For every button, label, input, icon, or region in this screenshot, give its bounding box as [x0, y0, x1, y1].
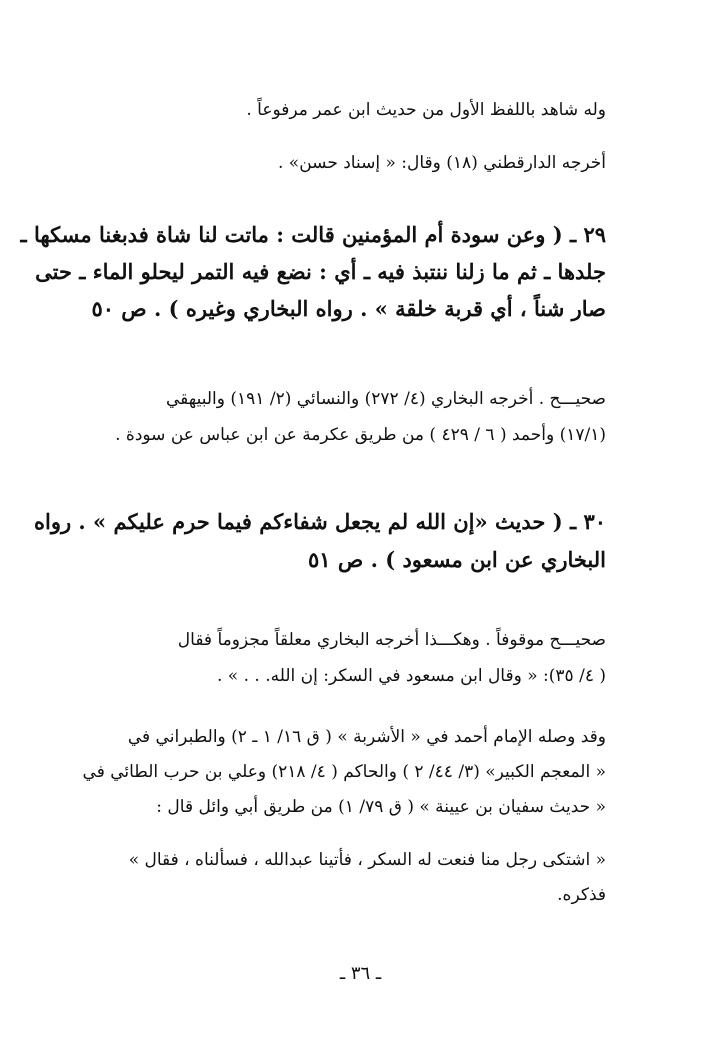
hadith-line: جلدها ـ ثم ما زلنا ننتبذ فيه ـ أي : نضع فيه التمر ليحلو الماء ـ حتى: [35, 259, 606, 284]
text-line: أخرجه الدارقطني (١٨) وقال: « إسناد حسن» .: [278, 153, 606, 173]
hadith-line: ٢٩ ـ ( وعن سودة أم المؤمنين قالت : ماتت لنا شاة فدبغنا مسكها ـ: [20, 222, 606, 247]
text-line: وله شاهد باللفظ الأول من حديث ابن عمر مرفوعاً .: [246, 100, 606, 120]
text-line: (١٧/١) وأحمد ( ٦ / ٤٢٩ ) من طريق عكرمة عن ابن عباس عن سودة .: [115, 425, 606, 445]
text-line: صحيـــح . أخرجه البخاري (٤/ ٢٧٢) والنسائي (٢/ ١٩١) والبيهقي: [166, 389, 606, 409]
text-line: « المعجم الكبير» (٣/ ٤٤/ ٢ ) والحاكم ( ٤/ ٢١٨) وعلي بن حرب الطائي في: [82, 762, 606, 782]
hadith-line: صار شناً ، أي قربة خلقة » . رواه البخاري وغيره ) . ص ٥٠: [91, 296, 606, 321]
text-line: وقد وصله الإمام أحمد في « الأشربة » ( ق ١٦/ ١ ـ ٢) والطبراني في: [127, 727, 606, 747]
page-number: ـ ٣٦ ـ: [339, 963, 382, 984]
hadith-line: ٣٠ ـ ( حديث «إن الله لم يجعل شفاءكم فيما حرم عليكم » . رواه: [33, 509, 606, 534]
hadith-line: البخاري عن ابن مسعود ) . ص ٥١: [308, 547, 606, 572]
text-line: ( ٤/ ٣٥): « وقال ابن مسعود في السكر: إن الله. . . » .: [216, 666, 606, 686]
text-line: فذكره.: [557, 885, 606, 905]
text-line: « اشتكى رجل منا فنعت له السكر ، فأتينا عبدالله ، فسألناه ، فقال »: [128, 850, 606, 870]
text-line: صحيـــح موقوفاً . وهكـــذا أخرجه البخاري معلقاً مجزوماً فقال: [177, 630, 606, 650]
text-line: « حديث سفيان بن عيينة » ( ق ٧٩/ ١) من طريق أبي وائل قال :: [156, 797, 606, 817]
